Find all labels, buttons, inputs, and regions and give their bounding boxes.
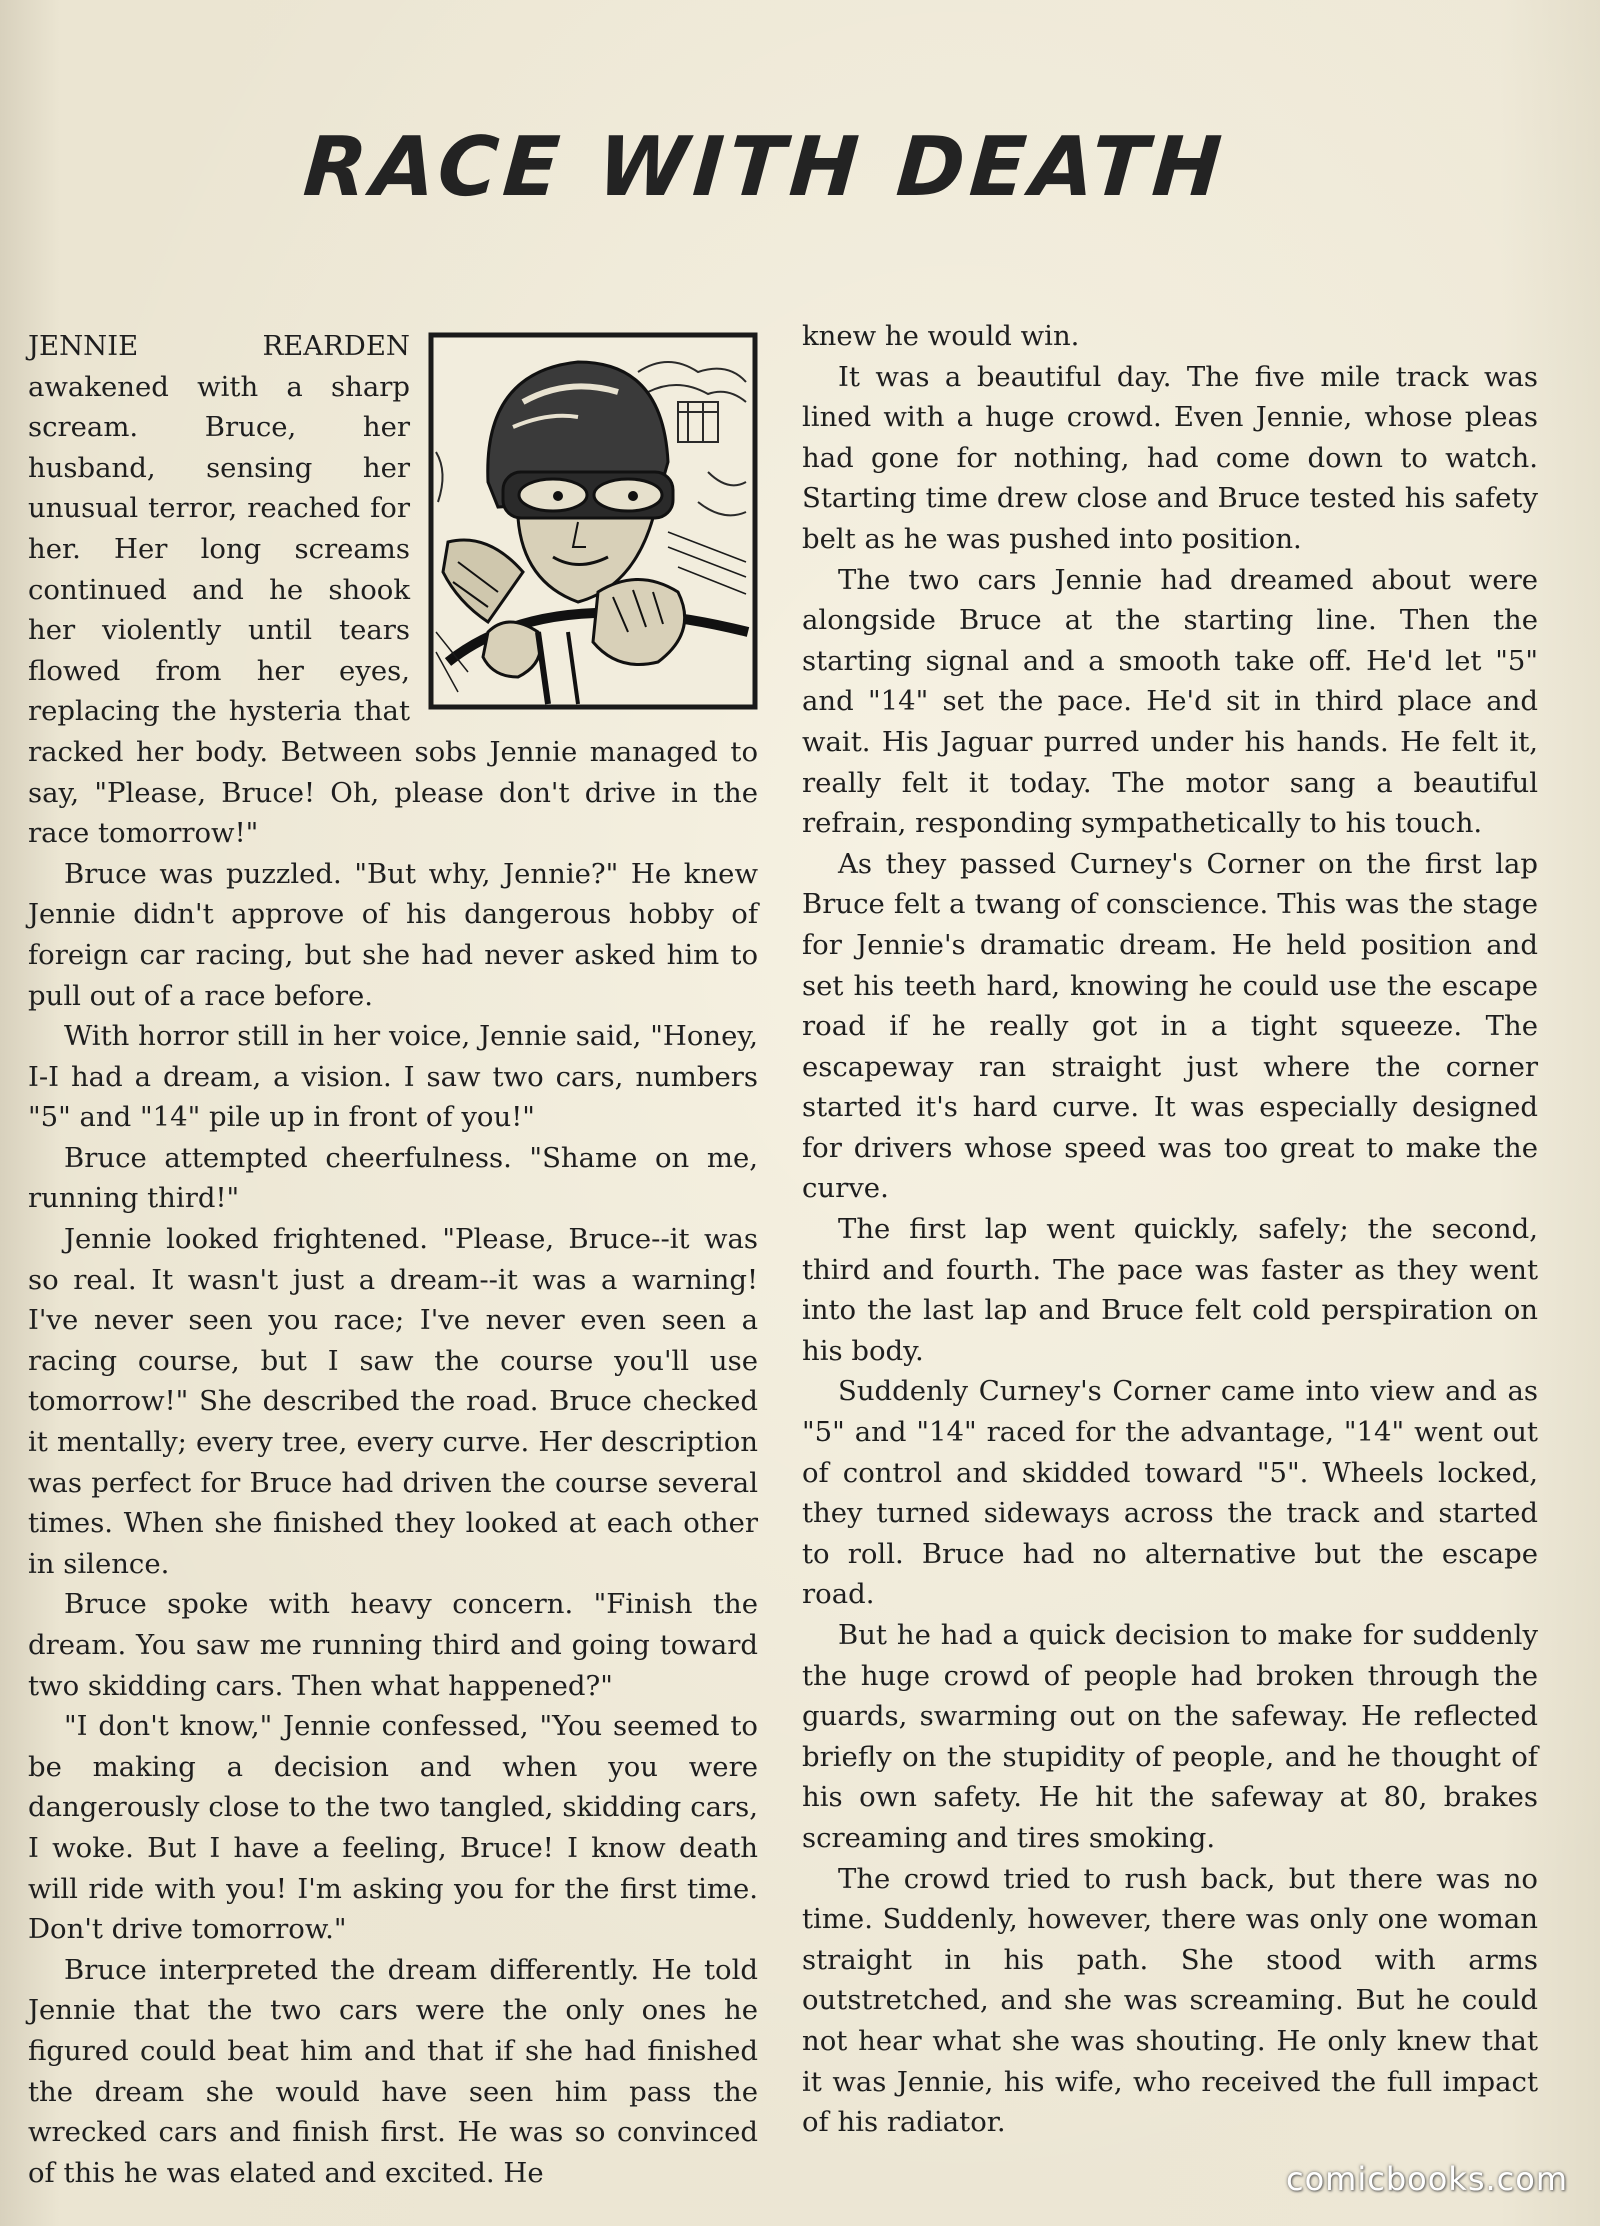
paragraph: Jennie looked frightened. "Please, Bruce--it was so real. It wasn't just a dream--it was a warning! I've never seen you race; I've never even seen a racing course, but I saw the course you'll use tomorrow!" She described the road. Bruce checked it mentally; every tree, every curve. Her description was perfect for Bruce had driven the course several times. When she finished they looked at each other in silence. — [28, 1223, 758, 1580]
article-title: RACE WITH DEATH — [300, 120, 1230, 215]
paragraph: Bruce attempted cheerfulness. "Shame on me, running third!" — [28, 1141, 758, 1215]
race-driver-illustration — [428, 332, 758, 710]
paragraph: JENNIE REARDEN awakened with a sharp scream. Bruce, her husband, sensing her unusual terror, reached for her. Her long screams continued and he shook her violently until tears flowed from her eyes, replacing the hysteria that racked her body. Between sobs Jennie managed to say, "Please, Bruce! Oh, please don't drive in the race tomorrow!" — [28, 330, 758, 850]
paragraph: But he had a quick decision to make for suddenly the huge crowd of people had broken through the guards, swarming out on the safeway. He reflected briefly on the stupidity of people, and he thought of his own safety. He hit the safeway at 80, brakes screaming and tires smoking. — [802, 1619, 1538, 1854]
paragraph: Bruce interpreted the dream differently. He told Jennie that the two cars were the only ones he figured could beat him and that if she had finished the dream she would have seen him pass the wrecked cars and finish first. He was so convinced of this he was elated and excited. He — [28, 1953, 758, 2189]
site-watermark: comicbooks.com — [1286, 2160, 1569, 2198]
right-column — [802, 316, 1538, 2143]
paragraph: As they passed Curney's Corner on the first lap Bruce felt a twang of conscience. This was the stage for Jennie's dramatic dream. He held position and set his teeth hard, knowing he could use the escape road if he really got in a tight squeeze. The escapeway ran straight just where the corner started it's hard curve. It was especially designed for drivers whose speed was too great to make the curve. — [802, 847, 1538, 1205]
paragraph: The first lap went quickly, safely; the second, third and fourth. The pace was faster as they went into the last lap and Bruce felt cold perspiration on his body. — [802, 1213, 1538, 1367]
paragraph: Bruce spoke with heavy concern. "Finish the dream. You saw me running third and going toward two skidding cars. Then what happened?" — [28, 1588, 758, 1702]
paragraph: It was a beautiful day. The five mile track was lined with a huge crowd. Even Jennie, whose pleas had gone for nothing, had come down to watch. Starting time drew close and Bruce tested his safety belt as he was pushed into position. — [802, 360, 1538, 555]
paragraph: The crowd tried to rush back, but there was no time. Suddenly, however, there was only one woman straight in his path. She stood with arms outstretched, and she was screaming. But he could not hear what she was shouting. He only knew that it was Jennie, his wife, who received the full impact of his radiator. — [802, 1862, 1538, 2139]
left-column — [28, 326, 758, 2193]
paragraph: Suddenly Curney's Corner came into view and as "5" and "14" raced for the advantage, "14" went out of control and skidded toward "5". Wheels locked, they turned sideways across the track and started to roll. Bruce had no alternative but the escape road. — [802, 1375, 1538, 1611]
paragraph: Bruce was puzzled. "But why, Jennie?" He knew Jennie didn't approve of his dangerous hobby of foreign car racing, but she had never asked him to pull out of a race before. — [28, 857, 758, 1012]
paragraph: The two cars Jennie had dreamed about were alongside Bruce at the starting line. Then the starting signal and a smooth take off. He'd let "5" and "14" set the pace. He'd sit in third place and wait. His Jaguar purred under his hands. He felt it, really felt it today. The motor sang a beautiful refrain, responding sympathetically to his touch. — [802, 563, 1538, 840]
paragraph: "I don't know," Jennie confessed, "You seemed to be making a decision and when you were dangerously close to the two tangled, skidding cars, I woke. But I have a feeling, Bruce! I know death will ride with you! I'm asking you for the first time. Don't drive tomorrow." — [28, 1710, 758, 1946]
paragraph: knew he would win. — [802, 320, 1080, 352]
paragraph: With horror still in her voice, Jennie said, "Honey, I-I had a dream, a vision. I saw two cars, numbers "5" and "14" pile up in front of you!" — [28, 1020, 758, 1134]
